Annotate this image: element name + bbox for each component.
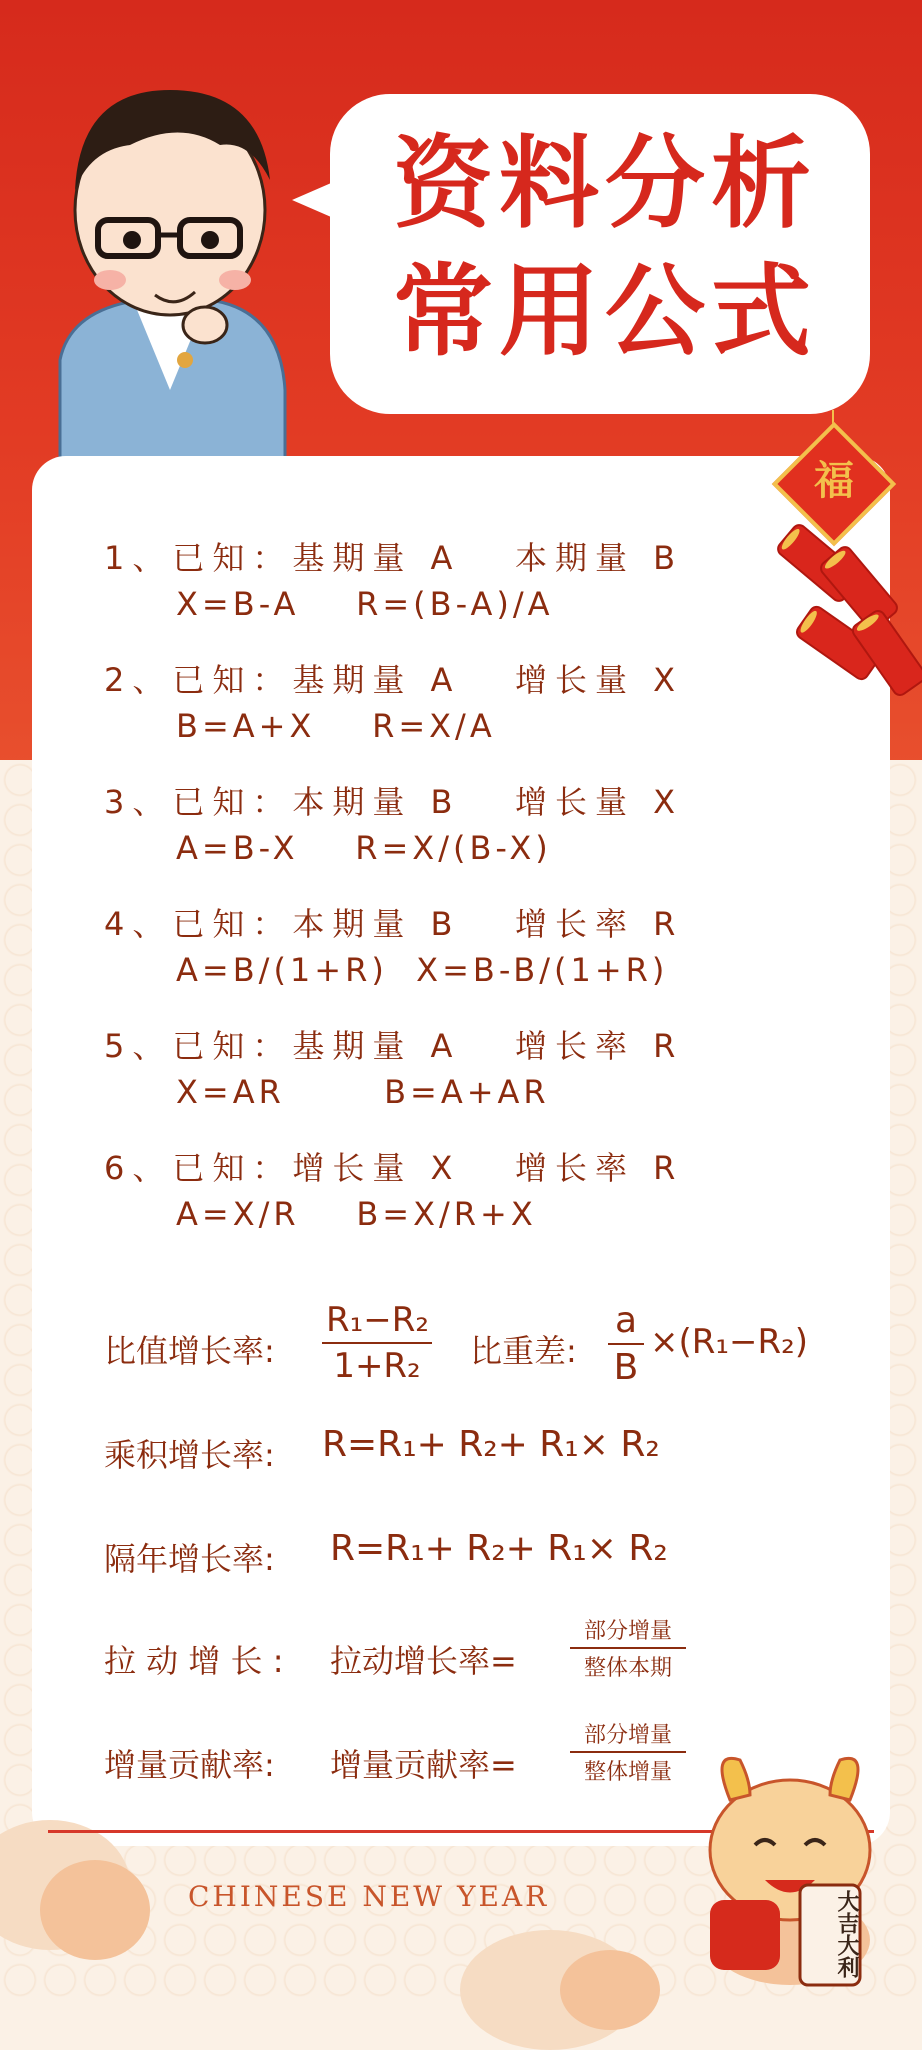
row-3-formula: A=B-X R=X/(B-X) bbox=[176, 829, 552, 867]
lucky-banner-text: 大吉大利 bbox=[834, 1890, 859, 1978]
product-growth-label: 乘积增长率: bbox=[104, 1436, 275, 1474]
pull-growth-numerator: 部分增量 bbox=[570, 1614, 686, 1649]
interval-growth-label: 隔年增长率: bbox=[104, 1540, 275, 1578]
teacher-illustration bbox=[40, 60, 300, 460]
ratio-growth-fraction bbox=[322, 1300, 432, 1386]
product-growth-formula: R=R₁+ R₂+ R₁× R₂ bbox=[322, 1424, 660, 1465]
footer-text: CHINESE NEW YEAR bbox=[188, 1880, 550, 1913]
row-3-known: 3、已知：本期量 B 增长量 X bbox=[104, 783, 684, 821]
ratio-growth-numerator: R₁−R₂ bbox=[322, 1300, 432, 1344]
pull-growth-label: 拉 动 增 长 : bbox=[104, 1642, 284, 1680]
row-6-known: 6、已知：增长量 X 增长率 R bbox=[104, 1149, 684, 1187]
row-6-formula: A=X/R B=X/R+X bbox=[176, 1195, 537, 1233]
row-1-formula: X=B-A R=(B-A)/A bbox=[176, 585, 554, 623]
interval-growth-formula: R=R₁+ R₂+ R₁× R₂ bbox=[330, 1528, 668, 1569]
title-line-1: 资料分析 bbox=[393, 125, 817, 242]
cloud-decoration bbox=[560, 1950, 660, 2030]
row-4-formula: A=B/(1+R) X=B-B/(1+R) bbox=[176, 951, 669, 989]
ratio-growth-denominator: 1+R₂ bbox=[333, 1346, 421, 1386]
row-5-known: 5、已知：基期量 A 增长率 R bbox=[104, 1027, 684, 1065]
pull-growth-formula: 拉动增长率= bbox=[330, 1642, 517, 1680]
pull-growth-fraction bbox=[570, 1614, 686, 1682]
cloud-decoration bbox=[40, 1860, 150, 1960]
pull-growth-denominator: 整体本期 bbox=[583, 1656, 672, 1681]
fu-character: 福 bbox=[814, 458, 854, 504]
contribution-formula: 增量贡献率= bbox=[330, 1746, 517, 1784]
title-line-2: 常用公式 bbox=[393, 253, 817, 370]
row-5-formula: X=AR B=A+AR bbox=[176, 1073, 550, 1111]
row-1-known: 1、已知：基期量 A 本期量 B bbox=[104, 539, 684, 577]
ratio-diff-fraction bbox=[608, 1300, 644, 1388]
dragon-mascot-illustration bbox=[670, 1740, 910, 1990]
ratio-growth-label: 比值增长率: bbox=[104, 1332, 275, 1370]
row-2-formula: B=A+X R=X/A bbox=[176, 707, 496, 745]
ratio-diff-denominator: B bbox=[613, 1347, 639, 1388]
contribution-denominator: 整体增量 bbox=[583, 1760, 672, 1785]
contribution-label: 增量贡献率: bbox=[104, 1746, 275, 1784]
contribution-fraction bbox=[570, 1718, 686, 1786]
ratio-diff-tail: ×(R₁−R₂) bbox=[650, 1322, 809, 1362]
contribution-numerator: 部分增量 bbox=[570, 1718, 686, 1753]
row-2-known: 2、已知：基期量 A 增长量 X bbox=[104, 661, 684, 699]
ratio-diff-numerator: a bbox=[608, 1300, 644, 1345]
row-4-known: 4、已知：本期量 B 增长率 R bbox=[104, 905, 684, 943]
ratio-diff-label: 比重差: bbox=[470, 1332, 577, 1370]
